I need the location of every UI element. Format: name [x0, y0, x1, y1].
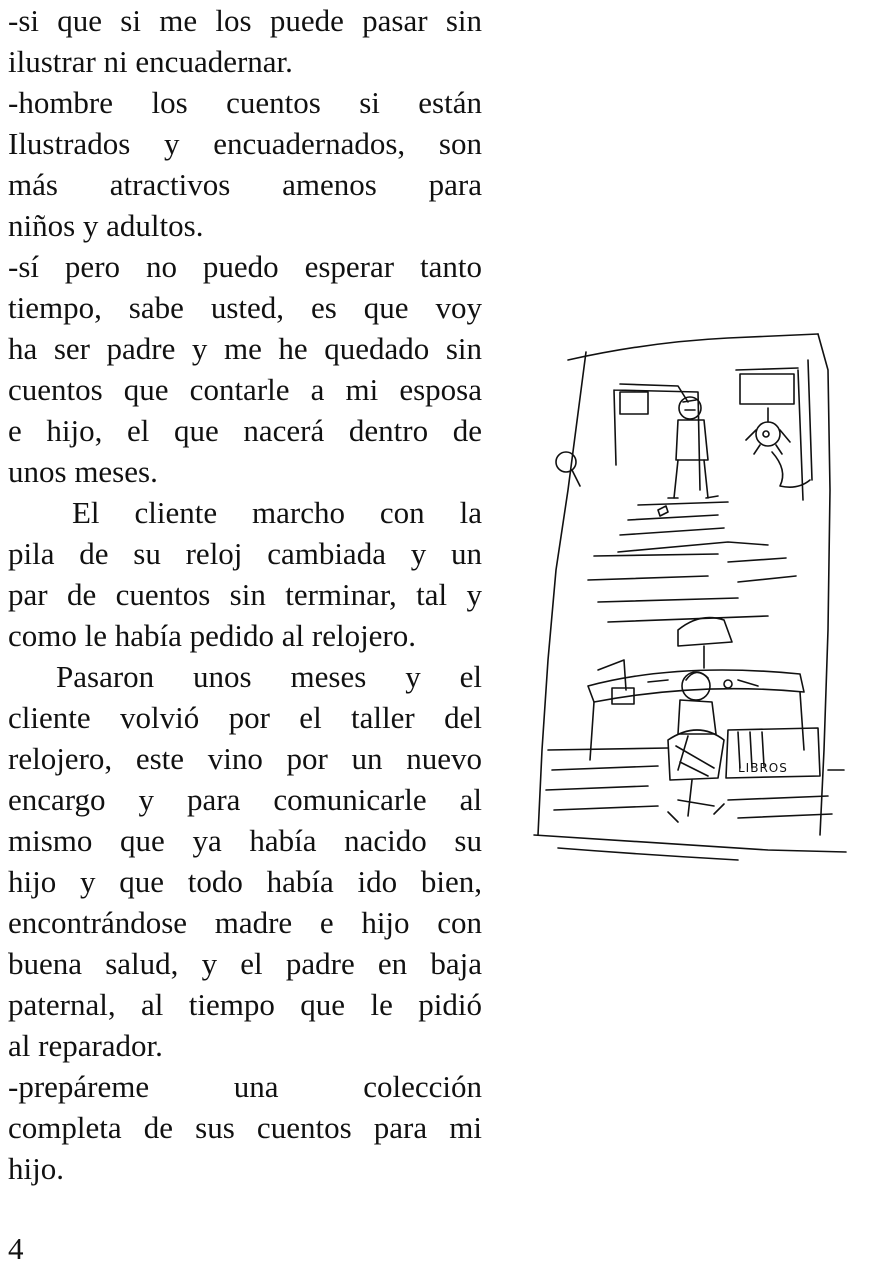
text-line: -prepáreme una colección [8, 1069, 482, 1104]
page-number: 4 [8, 1231, 24, 1266]
text-line: hijo y que todo había ido bien, [8, 864, 482, 899]
text-line: cuentos que contarle a mi esposa [8, 372, 482, 407]
text-line: pila de su reloj cambiada y un [8, 536, 482, 571]
text-line: ha ser padre y me he quedado sin [8, 331, 482, 366]
text-line: encargo y para comunicarle al [8, 782, 482, 817]
text-line: -sí pero no puedo esperar tanto [8, 249, 482, 284]
text-line: unos meses. [8, 454, 158, 489]
text-line: al reparador. [8, 1028, 163, 1063]
text-line: relojero, este vino por un nuevo [8, 741, 482, 776]
text-line: más atractivos amenos para [8, 167, 482, 202]
text-line: buena salud, y el padre en baja [8, 946, 482, 981]
text-line: como le había pedido al relojero. [8, 618, 417, 653]
text-line: e hijo, el que nacerá dentro de [8, 413, 482, 448]
text-line: -hombre los cuentos si están [8, 85, 482, 120]
text-line: paternal, al tiempo que le pidió [8, 987, 482, 1022]
text-line: tiempo, sabe usted, es que voy [8, 290, 482, 325]
sketch-illustration [528, 330, 856, 870]
text-line: Ilustrados y encuadernados, son [8, 126, 482, 161]
text-line: hijo. [8, 1151, 64, 1186]
text-line: Pasaron unos meses y el [56, 659, 482, 694]
body-text [8, 0, 482, 1189]
text-line: encontrándose madre e hijo con [8, 905, 482, 940]
text-line: niños y adultos. [8, 208, 204, 243]
text-line: El cliente marcho con la [72, 495, 482, 530]
text-line: par de cuentos sin terminar, tal y [8, 577, 482, 612]
text-line: completa de sus cuentos para mi [8, 1110, 482, 1145]
shelf-label: LIBROS [738, 761, 788, 775]
text-line: cliente volvió por el taller del [8, 700, 482, 735]
text-line: ilustrar ni encuadernar. [8, 44, 293, 79]
text-line: -si que si me los puede pasar sin [8, 3, 482, 38]
text-line: mismo que ya había nacido su [8, 823, 482, 858]
